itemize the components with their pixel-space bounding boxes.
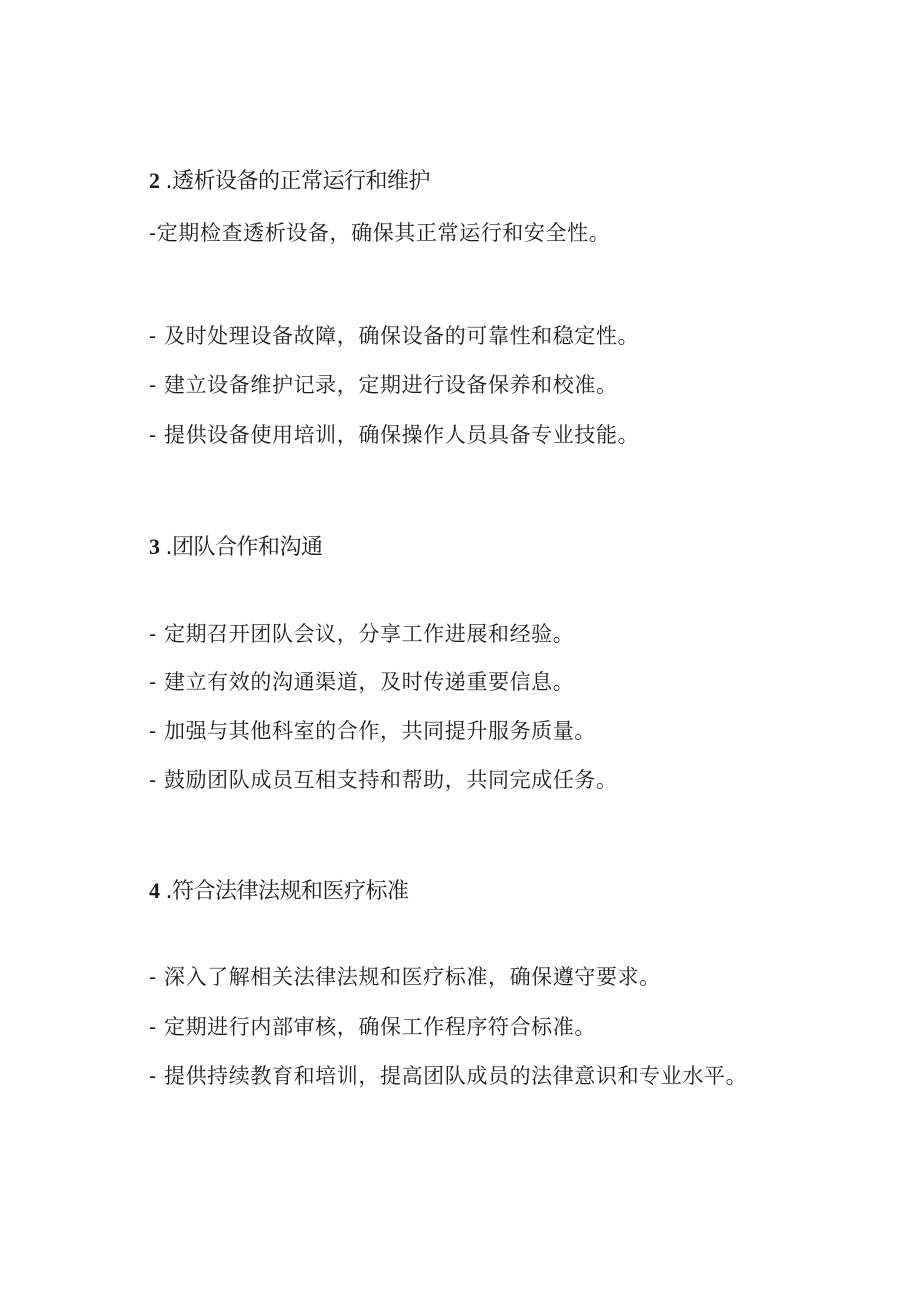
list-item: - 提供持续教育和培训，提高团队成员的法律意识和专业水平。 xyxy=(149,1064,748,1088)
section-heading-4 xyxy=(149,876,409,907)
list-item: - 鼓励团队成员互相支持和帮助，共同完成任务。 xyxy=(149,768,618,792)
list-item: - 建立设备维护记录，定期进行设备保养和校准。 xyxy=(149,373,618,397)
section-number: 2 xyxy=(149,168,160,193)
list-item: - 定期召开团队会议，分享工作进展和经验。 xyxy=(149,622,575,646)
section-heading-2 xyxy=(149,166,430,197)
section-heading-3 xyxy=(149,532,323,563)
section-number: 3 xyxy=(149,534,160,559)
section-number: 4 xyxy=(149,878,160,903)
section-title: .透析设备的正常运行和维护 xyxy=(165,169,430,194)
list-item: - 深入了解相关法律法规和医疗标准，确保遵守要求。 xyxy=(149,965,661,989)
list-item: - 加强与其他科室的合作，共同提升服务质量。 xyxy=(149,719,596,743)
list-item: - 定期进行内部审核，确保工作程序符合标准。 xyxy=(149,1015,596,1039)
list-item: - 提供设备使用培训，确保操作人员具备专业技能。 xyxy=(149,423,640,447)
list-item: -定期检查透析设备，确保其正常运行和安全性。 xyxy=(149,221,611,245)
section-title: .符合法律法规和医疗标准 xyxy=(165,879,409,904)
list-item: - 及时处理设备故障，确保设备的可靠性和稳定性。 xyxy=(149,324,640,348)
list-item: - 建立有效的沟通渠道，及时传递重要信息。 xyxy=(149,670,575,694)
section-title: .团队合作和沟通 xyxy=(165,535,323,560)
